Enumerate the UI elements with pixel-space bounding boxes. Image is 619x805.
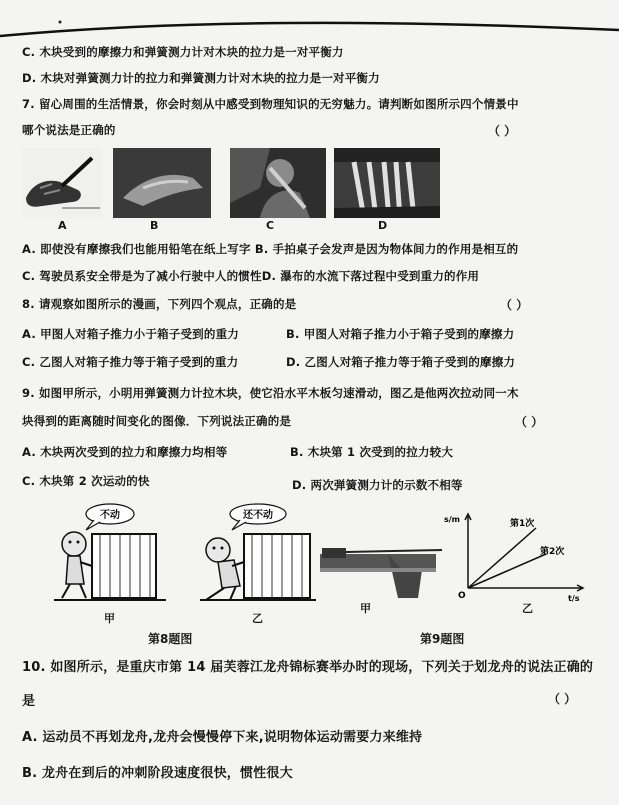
bubble-text-jia: 不动 [100,510,120,521]
q9-option-d: D. 两次弹簧测力计的示数不相等 [292,478,463,492]
q10-stem-line1: 10. 如图所示，是重庆市第 14 届芙蓉江龙舟锦标赛举办时的现场，下列关于划龙舟的说法正确的 [22,660,594,675]
q7-picture-c-seatbelt [230,148,326,218]
q7-label-b: B [150,219,159,232]
q9-graph-yi [440,508,590,603]
q10-answer-paren: （ ） [548,692,577,706]
q10-option-b: B. 龙舟在到后的冲刺阶段速度很快，惯性很大 [22,766,293,781]
q6-option-d: D. 木块对弹簧测力计的拉力和弹簧测力计对木块的拉力是一对平衡力 [22,71,380,85]
q9-stem-line1: 9. 如图甲所示，小明用弹簧测力计拉木块，使它沿水平木板匀速滑动，图乙是他两次拉动同一木 [22,386,519,400]
origin-label: O [458,591,466,601]
q7-picture-b-hand [113,148,211,218]
q9-figure-jia [318,540,446,600]
q6-option-c: C. 木块受到的摩擦力和弹簧测力计对木块的拉力是一对平衡力 [22,45,344,59]
q8-option-c: C. 乙图人对箱子推力等于箱子受到的重力 [22,355,239,369]
q8-option-a: A. 甲图人对箱子推力小于箱子受到的重力 [22,327,239,341]
q7-stem-line2: 哪个说法是正确的 [22,123,116,137]
q7-picture-d-waterfall [334,148,440,218]
q9-answer-paren: （ ） [515,415,544,429]
axis-label-s: s/m [444,515,461,524]
q8-label-yi: 乙 [252,612,263,625]
line-second-trial [468,554,546,588]
line-first-trial [468,528,536,588]
q8-cartoon-yi [196,500,320,610]
q9-option-b: B. 木块第 1 次受到的拉力较大 [290,445,454,459]
q7-picture-a-pencil [22,148,102,218]
q7-label-c: C [266,219,275,232]
q9-label-jia: 甲 [360,602,371,615]
q7-options-ab: A. 即使没有摩擦我们也能用铅笔在纸上写字 B. 手拍桌子会发声是因为物体间力的作用是相互的 [22,242,519,256]
q7-options-cd: C. 驾驶员系安全带是为了减小行驶中人的惯性D. 瀑布的水流下落过程中受到重力的作用 [22,269,480,283]
q7-label-d: D [378,219,388,232]
label-first-trial: 第1次 [510,519,535,529]
q9-caption: 第9题图 [420,632,465,646]
q10-option-a: A. 运动员不再划龙舟,龙舟会慢慢停下来,说明物体运动需要力来维持 [22,730,423,745]
q7-stem-line1: 7. 留心周围的生活情景，你会时刻从中感受到物理知识的无穷魅力。请判断如图所示四个情景中 [22,97,519,111]
q8-stem: 8. 请观察如图所示的漫画，下列四个观点，正确的是 [22,297,297,311]
q8-caption: 第8题图 [148,632,193,646]
label-second-trial: 第2次 [540,547,565,557]
q9-label-yi: 乙 [522,602,533,615]
q7-answer-paren: （ ） [488,124,517,138]
q7-label-a: A [58,219,67,232]
q8-label-jia: 甲 [104,612,115,625]
page-top-edge [0,0,619,40]
q9-option-a: A. 木块两次受到的拉力和摩擦力均相等 [22,445,228,459]
q8-cartoon-jia [50,500,170,610]
bubble-text-yi: 还不动 [243,510,273,521]
q9-option-c: C. 木块第 2 次运动的快 [22,474,150,488]
q9-stem-line2: 块得到的距离随时间变化的图像．下列说法正确的是 [22,414,292,428]
axis-label-t: t/s [568,594,580,603]
q8-answer-paren: （ ） [500,298,529,312]
q10-stem-line2: 是 [22,694,36,709]
q8-option-b: B. 甲图人对箱子推力小于箱子受到的摩擦力 [286,327,515,341]
q8-option-d: D. 乙图人对箱子推力等于箱子受到的摩擦力 [286,355,516,369]
